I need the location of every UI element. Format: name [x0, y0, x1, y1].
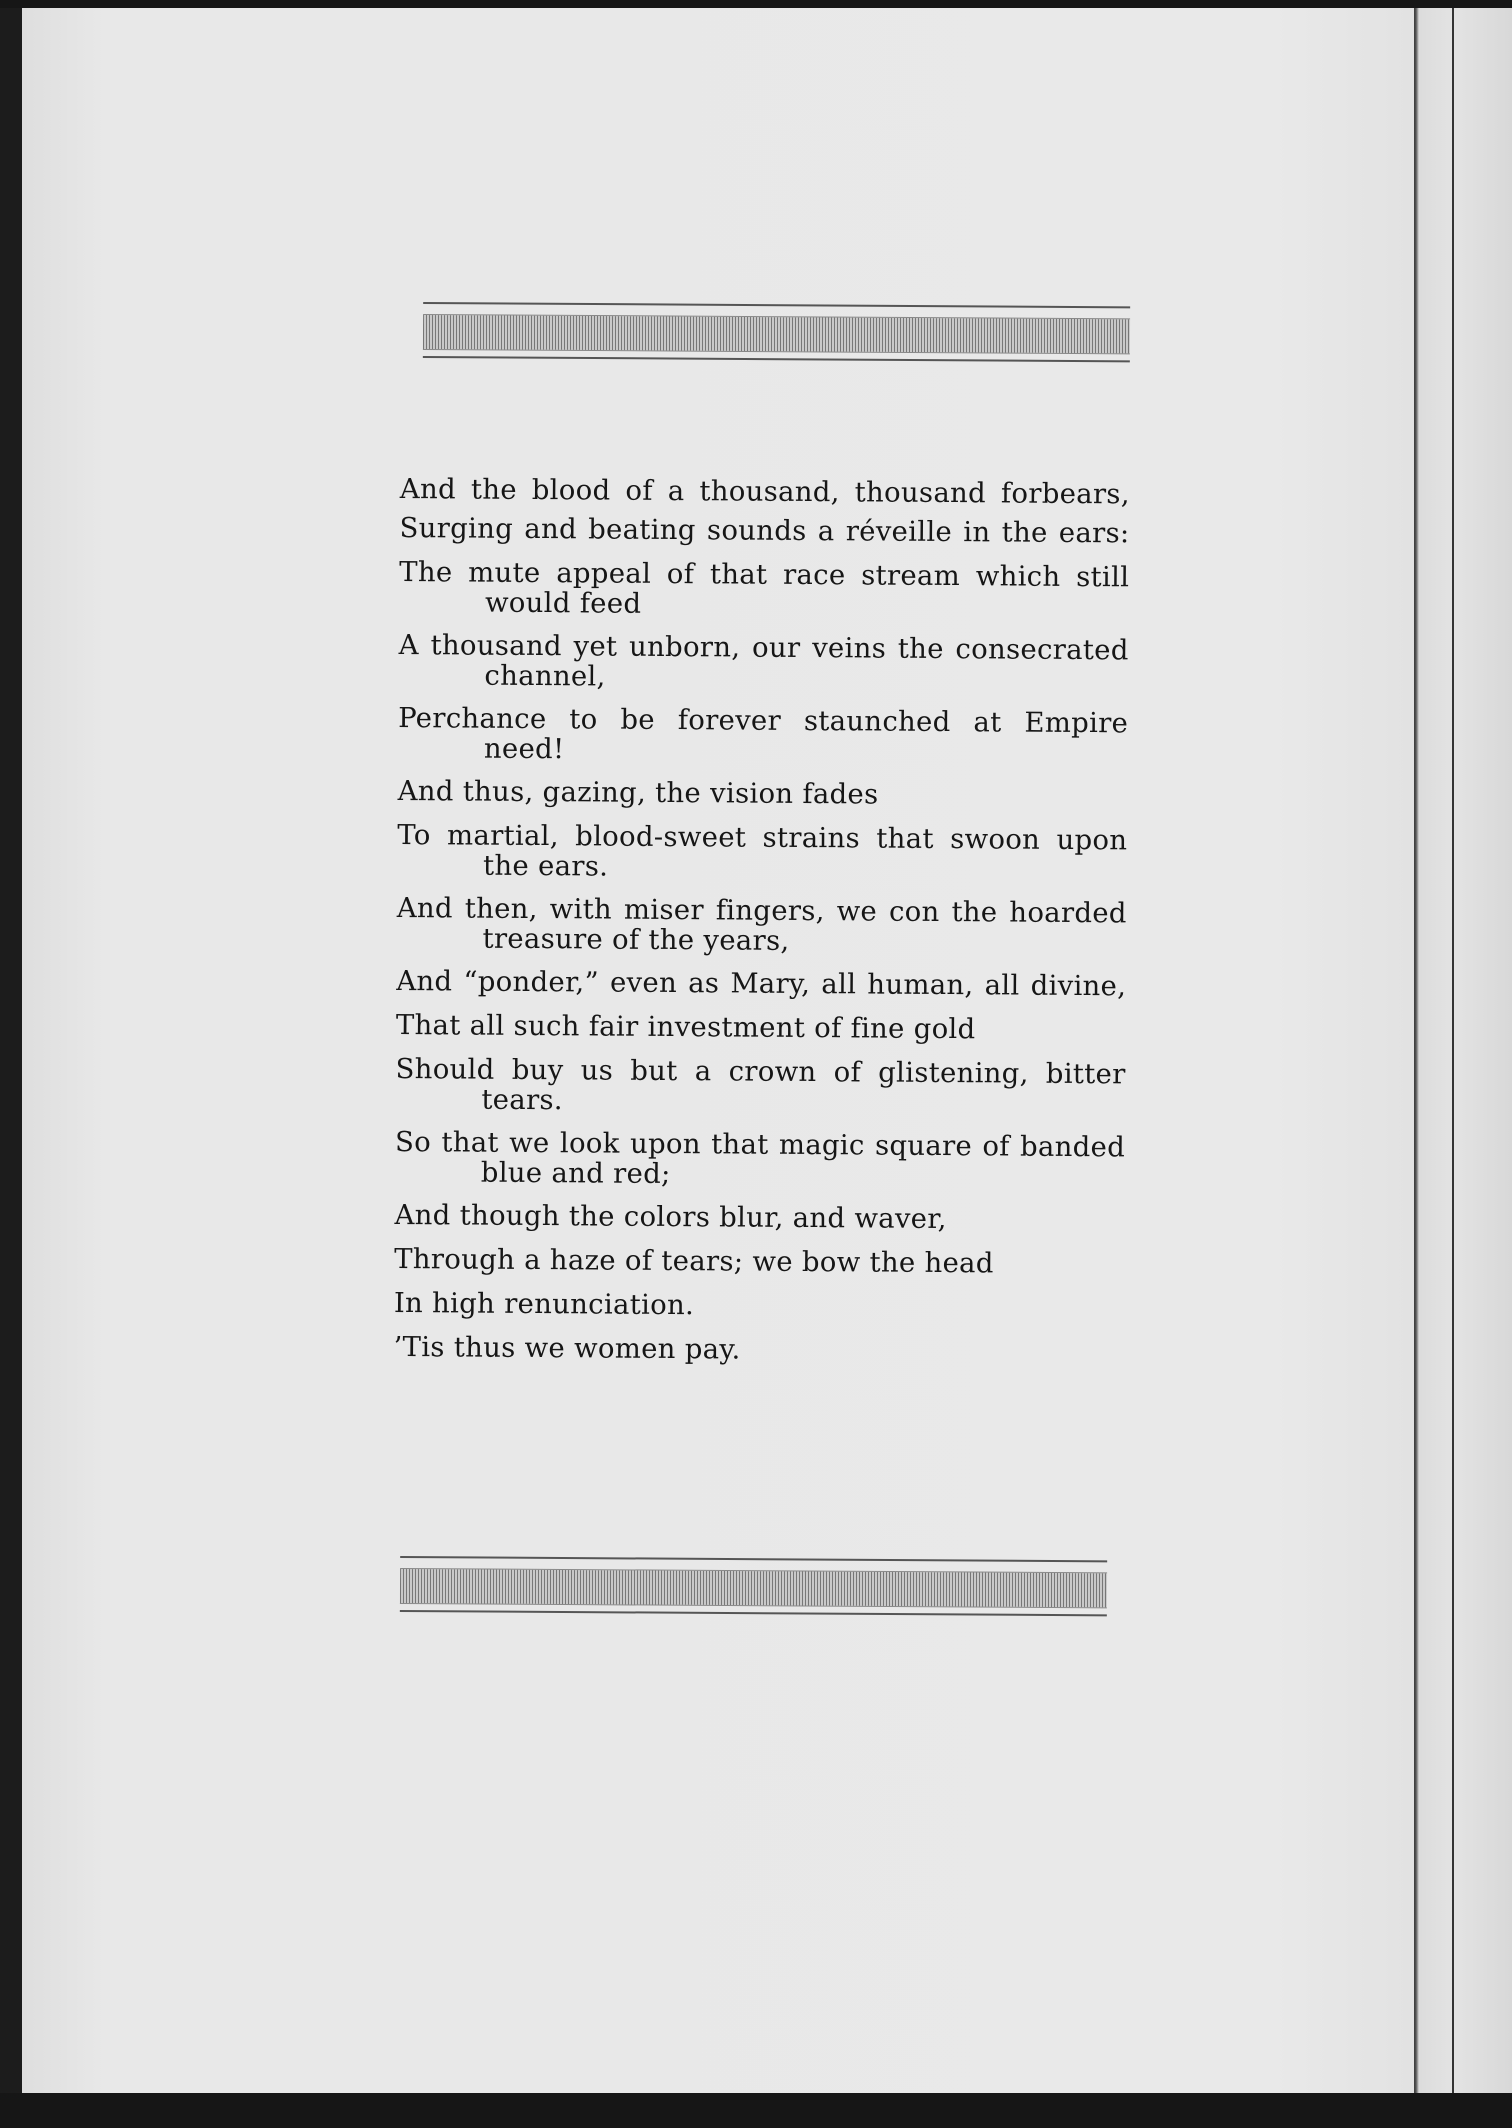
ornament-line	[400, 1610, 1107, 1616]
poem-line-continuation: would feed	[484, 586, 642, 620]
poem-line	[394, 1284, 1124, 1328]
poem-line-text: A thousand yet unborn, our veins the consecrated	[398, 628, 1129, 667]
poem-line	[397, 816, 1127, 889]
poem-line-text: And “ponder,” even as Mary, all human, all divine,	[396, 964, 1127, 1003]
poem-line	[396, 962, 1126, 1006]
poem-line-text: ’Tis thus we women pay.	[393, 1330, 741, 1366]
scan-bottom-border	[0, 2093, 1512, 2128]
top-ornament-rule	[423, 302, 1130, 366]
poem-line	[395, 1123, 1125, 1196]
poem-line	[398, 699, 1128, 772]
poem-line-text: Surging and beating sounds a réveille in the ears:	[399, 511, 1130, 550]
poem-line-continuation: channel,	[484, 659, 606, 693]
poem-line	[395, 1050, 1125, 1123]
poem-line	[400, 470, 1130, 514]
poem-line-continuation: treasure of the years,	[482, 922, 790, 957]
poem-line-continuation: tears.	[481, 1083, 564, 1117]
poem-line-text: Should buy us but a crown of glistening, bitter	[395, 1052, 1126, 1091]
poem-line	[399, 509, 1129, 553]
poem-line	[399, 553, 1129, 626]
bottom-ornament-rule	[400, 1556, 1107, 1620]
poem-line-text: So that we look upon that magic square of banded	[394, 1125, 1126, 1164]
poem-line-text: That all such fair investment of fine gold	[395, 1008, 976, 1046]
poem-line-text: And then, with miser fingers, we con the hoarded	[396, 891, 1127, 930]
poem-line	[393, 1328, 1123, 1372]
poem-line	[396, 889, 1126, 962]
scan-top-border	[0, 0, 1512, 8]
poem-line	[394, 1196, 1124, 1240]
poem-text	[393, 470, 1130, 1372]
poem-line-continuation: the ears.	[482, 849, 609, 883]
poem-line-text: And the blood of a thousand, thousand forbears,	[399, 472, 1130, 511]
ornament-hatched-band	[400, 1568, 1107, 1608]
poem-line-text: And thus, gazing, the vision fades	[397, 774, 879, 811]
poem-line-text: In high renunciation.	[393, 1286, 695, 1322]
poem-line-text: The mute appeal of that race stream which still	[399, 555, 1130, 594]
poem-line	[394, 1240, 1124, 1284]
poem-line-continuation: need!	[483, 732, 565, 766]
poem-line	[398, 772, 1128, 816]
poem-line-text: To martial, blood-sweet strains that swoon upon	[397, 818, 1128, 857]
poem-line-text: Through a haze of tears; we bow the head	[394, 1242, 994, 1280]
poem-line	[396, 1006, 1126, 1050]
page-fold-line	[1452, 8, 1454, 2093]
ornament-line	[423, 356, 1130, 362]
poem-line-text: Perchance to be forever staunched at Empire	[398, 701, 1129, 740]
poem-line-text: And though the colors blur, and waver,	[394, 1198, 947, 1236]
poem-line-continuation: blue and red;	[480, 1156, 671, 1191]
poem-line	[398, 626, 1128, 699]
ornament-hatched-band	[423, 314, 1130, 354]
next-page-edge	[1414, 8, 1512, 2093]
